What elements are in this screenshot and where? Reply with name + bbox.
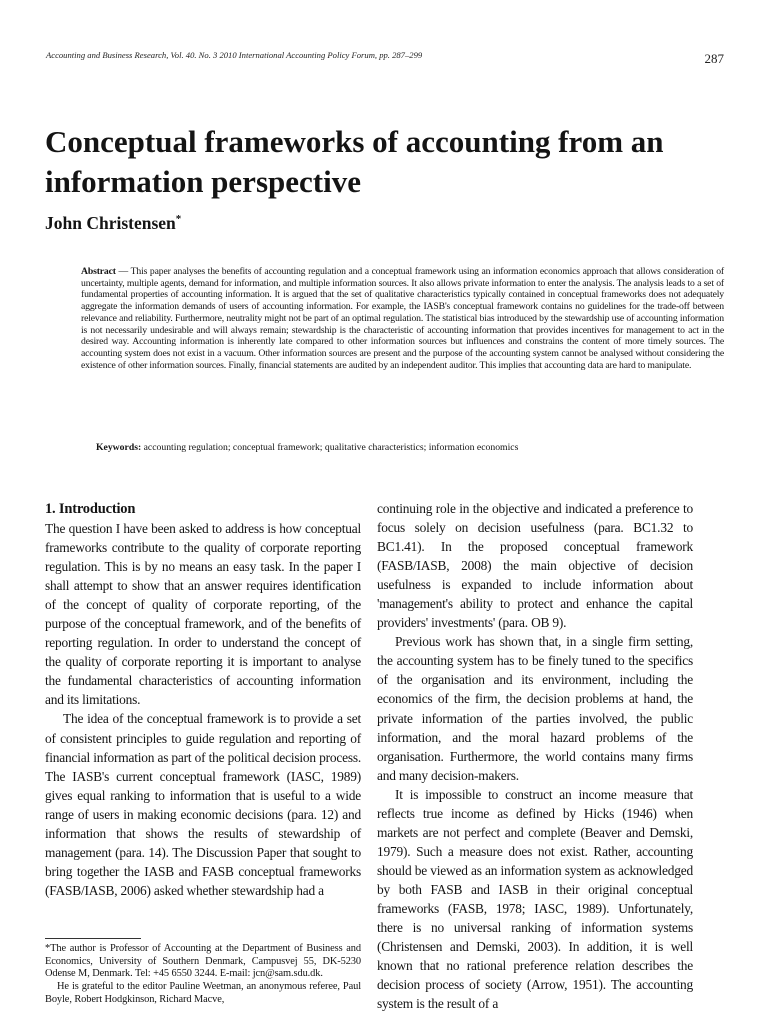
body-paragraph: The idea of the conceptual framework is to provide a set of consistent principles to guide regulation and reporting of financial information as part of the political decision process. The IASB's current conceptual framework (IASC, 1989) gives equal ranking to information that is useful to a wide range of users in making economic decisions (para. 12) and information that shows the results of stewardship of management (para. 14). The Discussion Paper that sought to bring together the IASB and FASB conceptual frameworks (FASB/IASB, 2006) asked whether stewardship had a xyxy=(45,711,361,898)
page-number: 287 xyxy=(704,51,724,66)
footnotes xyxy=(45,943,361,1007)
footnote-author: *The author is Professor of Accounting at the Department of Business and Economics, University of Southern Denmark, Campusvej 55, DK-5230 Odense M, Denmark. Tel: +45 6550 3244. E-mail: jcn@sam.sdu.dk. xyxy=(45,943,361,980)
running-head: Accounting and Business Research, Vol. 40. No. 3 2010 International Accounting Policy Forum, pp. 287–299 xyxy=(46,50,423,60)
body-paragraph: It is impossible to construct an income measure that reflects true income as defined by Hicks (1946) when markets are not perfect and complete (Beaver and Demski, 1979). Such a measure does not exist. Rather, accounting should be viewed as an information system as acknowledged by both FASB and IASB in their original conceptual frameworks (FASB, 1978; IASC, 1989). Unfortunately, there is no universal ranking of information systems (Christensen and Demski, 2003). In addition, it is well known that no rational preference relation describes the decision process of society (Arrow, 1951). The accounting system is the result of a xyxy=(377,786,693,1012)
keywords xyxy=(96,442,736,454)
left-column xyxy=(45,500,361,900)
article-title: Conceptual frameworks of accounting from an information perspective xyxy=(45,124,664,199)
body-paragraph: continuing role in the objective and indicated a preference to focus solely on decision usefulness (para. BC1.32 to BC1.41). In the proposed conceptual framework (FASB/IASB, 2008) the main objective of decision usefulness is expanded to include information about 'management's ability to protect and enhance the capital providers' investments' (para. OB 9). xyxy=(377,501,693,631)
footnote-rule xyxy=(45,938,141,939)
abstract-label: Abstract xyxy=(81,266,116,277)
keywords-text: accounting regulation; conceptual framework; qualitative characteristics; information economics xyxy=(141,442,519,453)
right-column xyxy=(377,499,693,1013)
section-heading: 1. Introduction xyxy=(45,501,136,517)
body-paragraph: The question I have been asked to address is how conceptual frameworks contribute to the quality of corporate reporting regulation. This is by no means an easy task. In the paper I shall attempt to show that an answer requires identification of the concept of quality of corporate reporting, of the purpose of the conceptual framework, and of the benefits of reporting regulation. In order to understand the concept of the quality of corporate reporting it is important to analyse the fundamental characteristics of accounting information and its limitations. xyxy=(45,521,361,708)
abstract xyxy=(81,266,724,371)
author-name: John Christensen xyxy=(45,213,176,233)
body-paragraph: Previous work has shown that, in a single firm setting, the accounting system has to be finely tuned to the specifics of the organisation and its environment, including the economics of the firm, the decision problems at hand, the private information of the parties involved, the public information, and the moral hazard problems of the organisation. Furthermore, the world contains many firms and many decision-makers. xyxy=(377,634,693,783)
author-footnote-mark: * xyxy=(175,213,182,226)
footnote-acknowledgement: He is grateful to the editor Pauline Weetman, an anonymous referee, Paul Boyle, Robert Hodgkinson, Richard Macve, xyxy=(45,981,361,1005)
author-line xyxy=(45,213,181,234)
abstract-text: — This paper analyses the benefits of accounting regulation and a conceptual framework using an information economics approach that allows consideration of uncertainty, multiple agents, demand for information, and multiple information sources. It also allows private information to enter the analysis. The analysis leads to a set of fundamental properties of accounting information. It is argued that the set of qualitative characteristics typically contained in conceptual frameworks does not adequately aggregate the information demands of users of accounting information. For example, the IASB's conceptual framework contains no guidelines for the trade-off between relevance and reliability. Furthermore, neutrality might not be part of an optimal regulation. The statistical bias introduced by the stewardship use of accounting information is not necessarily undesirable and will always remain; stewardship is the characteristic of accounting information that provides incentives for management to act in the desired way. Accounting information is inherently late compared to other information sources but influences and constrains the content of more timely sources. The accounting system does not exist in a vacuum. Other information sources are present and the purpose of the accounting system cannot be analysed without considering the existence of other information sources. Finally, financial statements are audited by an independent auditor. This implies that accounting data are hard to manipulate. xyxy=(81,266,724,371)
keywords-label: Keywords: xyxy=(96,442,142,453)
